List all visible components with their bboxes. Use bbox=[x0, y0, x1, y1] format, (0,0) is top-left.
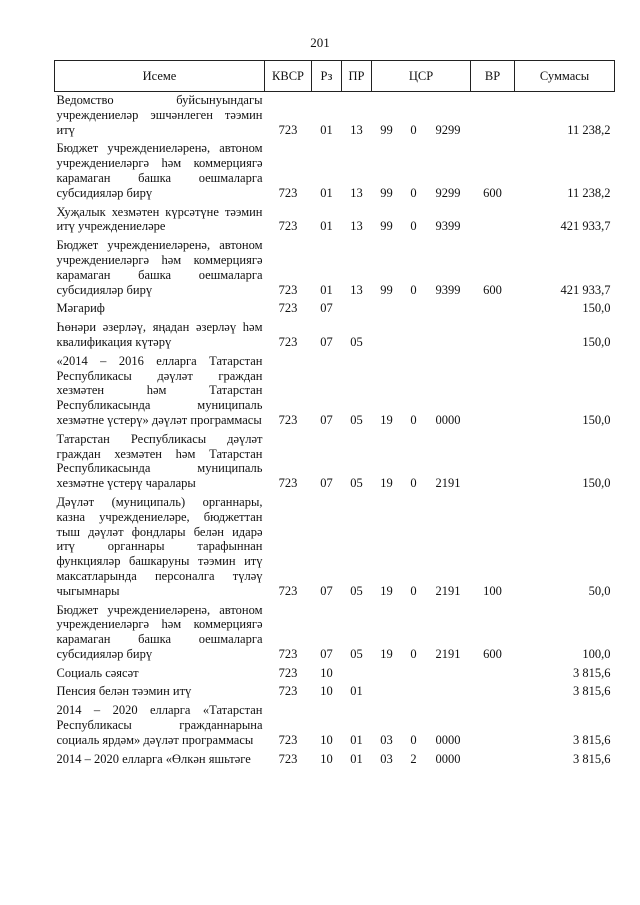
row-vr: 100 bbox=[483, 583, 502, 598]
row-name: Бюджет учреждениеләренә, автоном учреждениеләргә һәм коммерциягә карамаган башка оешмаларга субсидияләр бирү bbox=[56, 141, 263, 200]
row-rz: 10 bbox=[320, 751, 333, 766]
row-kvsr: 723 bbox=[278, 122, 298, 137]
row-kvsr: 723 bbox=[278, 282, 298, 297]
row-csr-subprogram: 0 bbox=[410, 646, 417, 661]
row-pr: 05 bbox=[350, 646, 363, 661]
row-vr bbox=[471, 431, 515, 494]
row-name: Мәгариф bbox=[56, 301, 105, 316]
row-sum: 150,0 bbox=[582, 334, 611, 349]
row-pr: 05 bbox=[350, 583, 363, 598]
budget-table bbox=[54, 60, 615, 769]
row-rz: 07 bbox=[320, 412, 333, 427]
row-pr: 05 bbox=[350, 476, 363, 491]
row-csr-program: 03 bbox=[380, 732, 393, 747]
row-rz: 01 bbox=[320, 282, 333, 297]
row-sum: 3 815,6 bbox=[573, 732, 611, 747]
row-rz: 10 bbox=[320, 684, 333, 699]
row-csr-item: 9299 bbox=[435, 122, 461, 137]
row-csr-item: 2191 bbox=[435, 583, 461, 598]
row-vr bbox=[471, 665, 515, 684]
row-pr: 13 bbox=[350, 122, 363, 137]
row-csr-subprogram: 2 bbox=[410, 751, 417, 766]
row-sum: 50,0 bbox=[588, 583, 611, 598]
row-pr: 13 bbox=[350, 219, 363, 234]
row-csr-item: 0000 bbox=[435, 412, 461, 427]
header-kvsr: КВСР bbox=[265, 61, 312, 92]
row-pr: 05 bbox=[350, 334, 363, 349]
row-name: Һөнәри әзерләү, яңадан әзерләү һәм квалификация күтәрү bbox=[56, 320, 263, 349]
table-row bbox=[55, 92, 615, 141]
table-row bbox=[55, 702, 615, 750]
table-row bbox=[55, 204, 615, 238]
row-sum: 150,0 bbox=[582, 412, 611, 427]
row-sum: 150,0 bbox=[582, 301, 611, 316]
row-rz: 10 bbox=[320, 732, 333, 747]
table-row bbox=[55, 683, 615, 702]
row-csr-subprogram: 0 bbox=[410, 732, 417, 747]
row-csr-item: 2191 bbox=[435, 476, 461, 491]
row-kvsr: 723 bbox=[278, 665, 298, 680]
row-csr-program: 19 bbox=[380, 583, 393, 598]
row-csr-subprogram: 0 bbox=[410, 282, 417, 297]
row-csr-item: 9299 bbox=[435, 185, 461, 200]
table-row bbox=[55, 353, 615, 431]
row-csr-subprogram: 0 bbox=[410, 185, 417, 200]
row-vr bbox=[471, 751, 515, 770]
row-csr-program: 19 bbox=[380, 646, 393, 661]
row-pr: 01 bbox=[350, 751, 363, 766]
row-vr bbox=[471, 92, 515, 141]
row-vr: 600 bbox=[483, 185, 502, 200]
row-name: 2014 – 2020 елларга «Өлкән яшьтәге bbox=[56, 751, 251, 766]
row-csr-program: 99 bbox=[380, 122, 393, 137]
row-sum: 150,0 bbox=[582, 476, 611, 491]
row-name: Пенсия белән тәэмин итү bbox=[56, 684, 192, 699]
row-csr-item bbox=[426, 319, 471, 353]
row-sum: 421 933,7 bbox=[560, 219, 611, 234]
row-name: 2014 – 2020 елларга «Татарстан Республикасы гражданнарына социаль ярдәм» дәүләт программасы bbox=[56, 703, 263, 747]
row-pr bbox=[342, 665, 372, 684]
row-rz: 07 bbox=[320, 334, 333, 349]
row-kvsr: 723 bbox=[278, 646, 298, 661]
row-csr-program: 19 bbox=[380, 412, 393, 427]
table-header bbox=[55, 61, 615, 92]
row-name: Дәүләт (муниципаль) органнары, казна учреждениеләре, бюджеттан тыш дәүләт фондлары белән идарә итү органнары тарафыннан функцияләр башкаруны тәэмин итү максатларында персоналга түләү чыгымнары bbox=[56, 494, 263, 598]
row-rz: 10 bbox=[320, 665, 333, 680]
row-pr: 01 bbox=[350, 684, 363, 699]
row-rz: 07 bbox=[320, 646, 333, 661]
row-vr bbox=[471, 300, 515, 319]
row-pr bbox=[342, 300, 372, 319]
row-csr-subprogram: 0 bbox=[410, 122, 417, 137]
row-name: Бюджет учреждениеләренә, автоном учреждениеләргә һәм коммерциягә карамаган башка оешмаларга субсидияләр бирү bbox=[56, 602, 263, 661]
row-kvsr: 723 bbox=[278, 732, 298, 747]
row-rz: 07 bbox=[320, 301, 333, 316]
header-csr: ЦСР bbox=[372, 61, 471, 92]
row-kvsr: 723 bbox=[278, 301, 298, 316]
header-pr: ПР bbox=[342, 61, 372, 92]
row-csr-program bbox=[372, 683, 402, 702]
row-vr: 600 bbox=[483, 646, 502, 661]
row-csr-item bbox=[426, 300, 471, 319]
table-row bbox=[55, 602, 615, 665]
row-kvsr: 723 bbox=[278, 334, 298, 349]
row-csr-program: 99 bbox=[380, 185, 393, 200]
row-sum: 11 238,2 bbox=[567, 185, 611, 200]
row-kvsr: 723 bbox=[278, 219, 298, 234]
row-csr-item bbox=[426, 665, 471, 684]
row-csr-subprogram bbox=[402, 300, 426, 319]
row-csr-program bbox=[372, 300, 402, 319]
row-csr-program: 03 bbox=[380, 751, 393, 766]
row-csr-item bbox=[426, 683, 471, 702]
row-kvsr: 723 bbox=[278, 412, 298, 427]
row-kvsr: 723 bbox=[278, 583, 298, 598]
table-row bbox=[55, 140, 615, 203]
row-pr: 13 bbox=[350, 282, 363, 297]
row-sum: 421 933,7 bbox=[560, 282, 611, 297]
row-csr-item: 0000 bbox=[435, 751, 461, 766]
row-vr: 600 bbox=[483, 282, 502, 297]
row-csr-subprogram: 0 bbox=[410, 412, 417, 427]
row-rz: 01 bbox=[320, 185, 333, 200]
row-name: Хуҗалык хезмәтен күрсәтүне тәэмин итү учреждениеләре bbox=[56, 204, 263, 234]
table-row bbox=[55, 494, 615, 602]
row-sum: 3 815,6 bbox=[573, 684, 611, 699]
row-vr bbox=[471, 204, 515, 238]
row-pr: 13 bbox=[350, 185, 363, 200]
row-csr-item: 0000 bbox=[435, 732, 461, 747]
header-sum: Суммасы bbox=[515, 61, 615, 92]
table-row bbox=[55, 300, 615, 319]
row-sum: 3 815,6 bbox=[573, 751, 611, 766]
row-rz: 01 bbox=[320, 219, 333, 234]
row-name: Татарстан Республикасы дәүләт граждан хезмәтен һәм Татарстан Республикасында муниципаль хезмәтне үстерү чаралары bbox=[56, 431, 263, 491]
header-rz: Рз bbox=[312, 61, 342, 92]
row-csr-subprogram bbox=[402, 665, 426, 684]
row-name: Ведомство буйсынуындагы учреждениеләр эшчәнлеген тәэмин итү bbox=[56, 93, 263, 137]
row-csr-program: 99 bbox=[380, 219, 393, 234]
table-row bbox=[55, 237, 615, 300]
table-row bbox=[55, 319, 615, 353]
row-sum: 100,0 bbox=[582, 646, 611, 661]
row-csr-program bbox=[372, 665, 402, 684]
row-sum: 3 815,6 bbox=[573, 665, 611, 680]
row-vr bbox=[471, 702, 515, 750]
row-kvsr: 723 bbox=[278, 684, 298, 699]
row-csr-program: 99 bbox=[380, 282, 393, 297]
row-vr bbox=[471, 353, 515, 431]
row-kvsr: 723 bbox=[278, 751, 298, 766]
table-row bbox=[55, 431, 615, 494]
row-rz: 07 bbox=[320, 476, 333, 491]
header-vr: ВР bbox=[471, 61, 515, 92]
page-number: 201 bbox=[310, 35, 330, 50]
row-vr bbox=[471, 319, 515, 353]
table-row bbox=[55, 665, 615, 684]
row-name: Социаль сәясәт bbox=[56, 665, 139, 680]
row-sum: 11 238,2 bbox=[567, 122, 611, 137]
row-csr-item: 9399 bbox=[435, 219, 461, 234]
row-name: Бюджет учреждениеләренә, автоном учреждениеләргә һәм коммерциягә карамаган башка оешмаларга субсидияләр бирү bbox=[56, 238, 263, 297]
row-pr: 01 bbox=[350, 732, 363, 747]
row-csr-subprogram: 0 bbox=[410, 219, 417, 234]
row-pr: 05 bbox=[350, 412, 363, 427]
row-csr-subprogram bbox=[402, 683, 426, 702]
row-csr-subprogram: 0 bbox=[410, 583, 417, 598]
row-csr-program: 19 bbox=[380, 476, 393, 491]
row-name: «2014 – 2016 елларга Татарстан Республикасы дәүләт граждан хезмәтен һәм Татарстан Республикасында муниципаль хезмәтне үстерү» дәүләт программасы bbox=[56, 353, 263, 427]
row-vr bbox=[471, 683, 515, 702]
row-csr-item: 9399 bbox=[435, 282, 461, 297]
row-csr-subprogram: 0 bbox=[410, 476, 417, 491]
row-kvsr: 723 bbox=[278, 476, 298, 491]
row-rz: 01 bbox=[320, 122, 333, 137]
row-kvsr: 723 bbox=[278, 185, 298, 200]
row-csr-item: 2191 bbox=[435, 646, 461, 661]
table-row bbox=[55, 751, 615, 770]
row-rz: 07 bbox=[320, 583, 333, 598]
row-csr-subprogram bbox=[402, 319, 426, 353]
row-csr-program bbox=[372, 319, 402, 353]
header-name: Исеме bbox=[55, 61, 265, 92]
